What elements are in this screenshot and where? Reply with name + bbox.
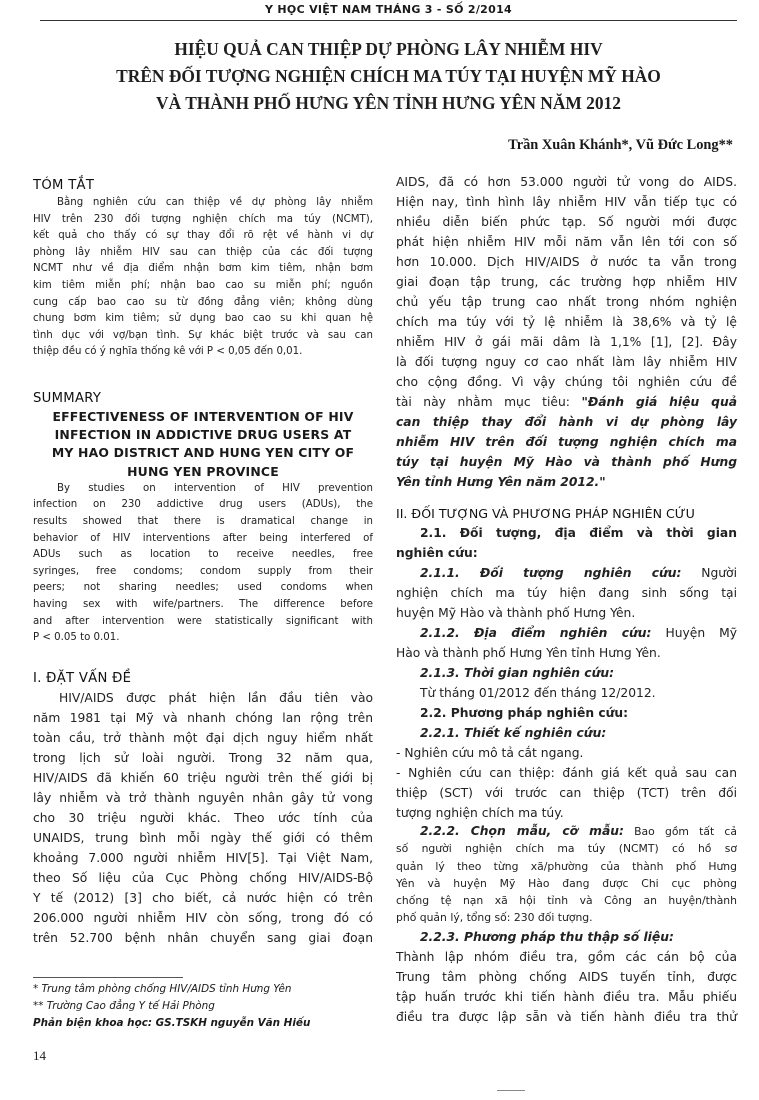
running-header: Y HỌC VIỆT NAM THÁNG 3 - SỐ 2/2014 xyxy=(40,0,737,21)
text-line: Hào và thành phố Hưng Yên tỉnh Hưng Yên. xyxy=(396,646,661,660)
english-title-line: EFFECTIVENESS OF INTERVENTION OF HIV xyxy=(52,408,354,424)
abstract-heading: TÓM TẮT xyxy=(33,178,95,193)
text-line: HIV/AIDS được phát hiện lần đầu tiên vào xyxy=(59,690,373,705)
text-line: chủ yếu tập trung cao nhất trong nhóm nghiện xyxy=(396,295,737,309)
text-line: 206.000 người nhiễm HIV còn sống, trong đó có xyxy=(33,910,373,925)
text-line: - Nghiên cứu mô tả cắt ngang. xyxy=(396,746,584,760)
text-line: syringes, free condoms; condom supply from their xyxy=(33,565,373,577)
text-line: UNAIDS, trung bình mỗi ngày thế giới có thêm xyxy=(33,830,373,845)
text-line: peers; not sharing needles; used condoms when xyxy=(33,582,373,594)
text-line: giai đoạn tập trung, các trường hợp nhiễm HIV xyxy=(396,275,737,289)
reviewer-note: Phản biện khoa học: GS.TSKH nguyễn Văn Hiếu xyxy=(33,1017,311,1029)
title-line: TRÊN ĐỐI TƯỢNG NGHIỆN CHÍCH MA TÚY TẠI HUYỆN MỸ HÀO xyxy=(116,66,661,86)
text-line: Y tế (2012) [3] cho biết, cả nước hiện có trên xyxy=(33,890,373,905)
subsection-heading: nghiên cứu: xyxy=(396,546,478,560)
text-line: thiệp đều có ý nghĩa thống kê với P < 0,05 đến 0,01. xyxy=(33,346,303,358)
summary-heading: SUMMARY xyxy=(33,390,102,406)
footnote: ** Trường Cao đẳng Y tế Hải Phòng xyxy=(33,1000,215,1012)
text-line: cho cộng đồng. Vì vậy chúng tôi nghiên cứu đề xyxy=(396,375,737,389)
section-1-continued xyxy=(396,172,737,492)
abstract-en xyxy=(33,481,373,647)
english-title xyxy=(33,408,373,481)
text-span: Người xyxy=(681,566,737,580)
right-column xyxy=(396,172,737,1027)
text-line: HIV trên 230 đối tượng nghiện chích ma túy (NCMT), xyxy=(33,213,373,225)
objective-line: nhiễm HIV trên đối tượng nghiện chích ma xyxy=(396,435,737,449)
subsection-heading: 2.2. Phương pháp nghiên cứu: xyxy=(420,706,629,720)
text-line: Yên và huyện Mỹ Hào đang được Chi cục phòng xyxy=(396,876,737,890)
objective-line: can thiệp thay đổi hành vi dự phòng lây xyxy=(396,415,737,429)
text-line: ADUs such as location to receive needles, free xyxy=(33,549,373,561)
text-line: AIDS, đã có hơn 53.000 người tử vong do AIDS. xyxy=(396,175,737,189)
subsection-label: 2.2.2. Chọn mẫu, cỡ mẫu: xyxy=(420,824,624,838)
english-title-line: MY HAO DISTRICT AND HUNG YEN CITY OF xyxy=(51,445,355,461)
text-line: toàn cầu, trở thành một đại dịch nguy hiểm nhất xyxy=(33,730,373,745)
text-line: By studies on intervention of HIV prevention xyxy=(57,482,373,494)
text-line: huyện Mỹ Hào và thành phố Hưng Yên. xyxy=(396,606,636,620)
text-line: trên 52.700 bệnh nhân chuyển sang giai đoạn xyxy=(33,930,373,945)
text-line: hơn 10.000. Dịch HIV/AIDS ở nước ta vẫn trong xyxy=(396,255,737,269)
english-title-line: INFECTION IN ADDICTIVE DRUG USERS AT xyxy=(54,427,352,443)
section-2-body xyxy=(396,523,737,823)
objective-line: túy tại huyện Mỹ Hào và thành phố Hưng xyxy=(396,455,737,469)
text-line: Trung tâm phòng chống AIDS tuyến tỉnh, được xyxy=(396,969,737,984)
text-line xyxy=(396,563,737,583)
text-line: NCMT như về địa điểm nhận bơm kim tiêm, nhận bơm xyxy=(33,263,373,275)
subsection-heading: 2.1. Đối tượng, địa điểm và thời gian xyxy=(420,526,737,540)
text-line: phố quản lý, tổng số: 230 đối tượng. xyxy=(396,911,593,925)
text-line: điều tra được lập sẵn và tiến hành điều tra thử xyxy=(396,1009,737,1024)
text-line xyxy=(396,823,737,840)
bottom-mark xyxy=(497,1090,525,1091)
footnotes xyxy=(33,981,373,1032)
text-line: Thành lập nhóm điều tra, gồm các cán bộ của xyxy=(396,949,737,964)
section-2-heading: II. ĐỐI TƯỢNG VÀ PHƯƠNG PHÁP NGHIÊN CỨU xyxy=(396,506,695,521)
text-line: kết quả cho thấy có sự thay đổi rõ rệt về hành vi dự xyxy=(33,230,373,242)
text-line: quản lý theo từng xã/phường của thành phố Hưng xyxy=(396,859,737,873)
objective-line: Yên tỉnh Hưng Yên năm 2012." xyxy=(396,475,606,489)
text-line: khoảng 7.000 người nhiễm HIV[5]. Tại Việt Nam, xyxy=(33,850,373,865)
abstract-vi xyxy=(33,195,373,361)
subsection-label: 2.1.2. Địa điểm nghiên cứu: xyxy=(420,626,652,640)
text-line: nhiều diễn biến phức tạp. Số người mới được xyxy=(396,215,737,229)
footnote: * Trung tâm phòng chống HIV/AIDS tỉnh Hưng Yên xyxy=(33,983,292,995)
text-line: tập huấn trước khi tiến hành điều tra. Mẫu phiếu xyxy=(396,989,737,1004)
text-line: behavior of HIV interventions after being interfered of xyxy=(33,532,373,544)
subsection-label: 2.1.3. Thời gian nghiên cứu: xyxy=(420,666,615,680)
english-title-line: HUNG YEN PROVINCE xyxy=(127,463,279,479)
text-line: nhiễm HIV ở gái mãi dâm là 1,1% [1], [2]. Đây xyxy=(396,335,737,349)
left-column xyxy=(33,172,373,948)
text-line: trong lịch sử loài người. Trong 32 năm qua, xyxy=(33,750,373,765)
text-line: chống tệ nạn xã hội tỉnh và Công an huyện/thành xyxy=(396,894,737,908)
text-span: Bao gồm tất cả xyxy=(623,825,737,838)
text-line: Hiện nay, tình hình lây nhiễm HIV vẫn tiếp tục có xyxy=(396,195,737,209)
text-line: thiệp (SCT) với trước can thiệp (TCT) trên đối xyxy=(396,786,737,800)
text-line: and after intervention were statistically significant with xyxy=(33,615,373,627)
text-line: cung cấp bao cao su từ đồng đẳng viên; không dùng xyxy=(33,296,373,308)
objective-text: "Đánh giá hiệu quả xyxy=(581,395,737,409)
text-line xyxy=(396,392,737,412)
text-line: - Nghiên cứu can thiệp: đánh giá kết quả sau can xyxy=(396,766,737,780)
text-line: P < 0.05 to 0.01. xyxy=(33,632,120,644)
text-line: HIV/AIDS đã khiến 60 triệu người trên thế giới bị xyxy=(33,770,373,785)
article-title xyxy=(40,36,737,117)
text-line: theo Số liệu của Cục Phòng chống HIV/AIDS-Bộ xyxy=(33,870,373,885)
page-number: 14 xyxy=(33,1048,46,1063)
authors: Trần Xuân Khánh*, Vũ Đức Long** xyxy=(508,137,733,153)
title-line: HIỆU QUẢ CAN THIỆP DỰ PHÒNG LÂY NHIỄM HIV xyxy=(174,39,603,59)
text-line: results showed that there is dramatical change in xyxy=(33,515,373,527)
text-line: lây nhiễm và trở thành nguyên nhân gây tử vong xyxy=(33,790,373,805)
text-line: phát hiện nhiễm HIV mỗi năm vẫn lên tới con số xyxy=(396,235,737,249)
text-line: là đối tượng nguy cơ cao nhất làm lây nhiễm HIV xyxy=(396,355,737,369)
text-line: Từ tháng 01/2012 đến tháng 12/2012. xyxy=(420,686,656,700)
section-1-body xyxy=(33,688,373,948)
text-line: tình dục với vợ/bạn tình. Sự khác biệt trước và sau can xyxy=(33,329,373,341)
section-1-heading: I. ĐẶT VẤN ĐỀ xyxy=(33,670,132,686)
text-line: Bằng nghiên cứu can thiệp về dự phòng lây nhiễm xyxy=(57,197,373,208)
text-line xyxy=(396,623,737,643)
text-line: kim tiêm miễn phí; nhận bao cao su miễn phí; nguồn xyxy=(33,279,373,291)
text-line: phòng lây nhiễm HIV sau can thiệp của các đối tượng xyxy=(33,246,373,258)
text-line: cho 30 triệu người khác. Theo ước tính của xyxy=(33,810,373,825)
text-line: having sex with wife/partners. The difference before xyxy=(33,598,373,610)
footnote-rule xyxy=(33,977,183,978)
title-line: VÀ THÀNH PHỐ HƯNG YÊN TỈNH HƯNG YÊN NĂM 2012 xyxy=(156,93,621,113)
text-line: infection on 230 addictive drug users (ADUs), the xyxy=(33,499,373,511)
subsection-label: 2.1.1. Đối tượng nghiên cứu: xyxy=(420,566,682,580)
subsection-label: 2.2.1. Thiết kế nghiên cứu: xyxy=(420,726,607,740)
objective-lead: tài này nhằm mục tiêu: xyxy=(396,395,570,409)
text-line: nghiện chích ma túy hiện đang sinh sống tại xyxy=(396,586,737,600)
text-line: số người nghiện chích ma túy (NCMT) có hồ sơ xyxy=(396,842,737,856)
text-line: chung bơm kim tiêm; sử dụng bao cao su khi quan hệ xyxy=(33,313,373,325)
text-line: chích ma túy với tỷ lệ nhiễm là 38,6% và tỷ lệ xyxy=(396,315,737,329)
subsection-label: 2.2.3. Phương pháp thu thập số liệu: xyxy=(420,929,674,944)
text-line: năm 1981 tại Mỹ và nhanh chóng lan rộng trên xyxy=(33,710,373,725)
text-span: Huyện Mỹ xyxy=(651,626,737,640)
section-2-2-3 xyxy=(396,927,737,1027)
section-2-2-2 xyxy=(396,823,737,927)
text-line: tượng nghiện chích ma túy. xyxy=(396,806,564,820)
